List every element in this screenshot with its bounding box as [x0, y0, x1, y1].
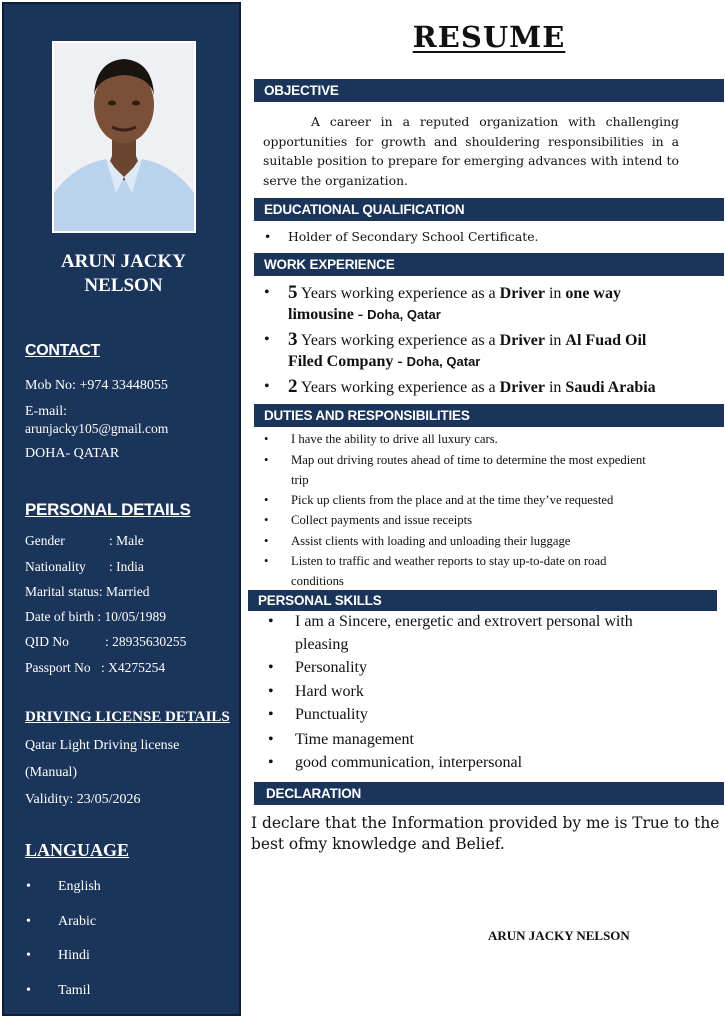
bullet-icon: • [26, 983, 31, 998]
work-place: Doha, Qatar [367, 307, 441, 322]
personal-key: Nationality [25, 559, 86, 574]
work-mid: in [544, 285, 566, 302]
language-name: English [58, 879, 101, 894]
personal-key: Date of birth [25, 609, 94, 624]
sidebar [2, 2, 241, 1016]
work-pre: Years working experience as a [297, 332, 500, 349]
skill-text: Personality [295, 659, 367, 676]
personal-row [25, 559, 144, 575]
email-label: E-mail: [25, 404, 67, 419]
work-company-2: limousine - [288, 306, 368, 323]
bullet-icon: • [268, 613, 274, 630]
skill-text: Punctuality [295, 706, 368, 723]
objective-text: A career in a reputed organization with challenging opportunities for growth and shouldering responsibilities in a suitable position to prepare for emerging advances with intend to serve the organization. [263, 114, 679, 188]
work-experience-heading: WORK EXPERIENCE [254, 253, 724, 276]
work-years: 3 [288, 329, 298, 350]
work-role: Driver [499, 332, 545, 349]
duty-text: conditions [291, 574, 344, 588]
personal-value: : India [109, 559, 144, 574]
bullet-icon: • [26, 879, 31, 894]
candidate-name [4, 250, 243, 298]
duty-text: Listen to traffic and weather reports to stay up-to-date on road [291, 554, 607, 568]
duty-text: Assist clients with loading and unloading their luggage [291, 534, 571, 548]
language-name: Arabic [58, 914, 97, 929]
language-heading: LANGUAGE [25, 840, 130, 860]
personal-value: : 28935630255 [105, 634, 187, 649]
duty-text: I have the ability to drive all luxury cars. [291, 432, 498, 446]
bullet-icon: • [264, 453, 269, 467]
work-pre: Years working experience as a [297, 285, 500, 302]
personal-value: : Male [109, 533, 144, 548]
bullet-icon: • [264, 493, 269, 507]
language-item [26, 948, 90, 964]
declaration-heading: DECLARATION [254, 782, 724, 805]
personal-key: Gender [25, 533, 65, 548]
bullet-icon: • [268, 754, 274, 771]
name-line-2: NELSON [84, 275, 163, 296]
education-text: Holder of Secondary School Certificate. [288, 229, 539, 244]
bullet-icon: • [268, 731, 274, 748]
license-line-2: (Manual) [25, 765, 78, 780]
profile-photo [52, 41, 196, 233]
skill-text: Hard work [295, 683, 364, 700]
bullet-icon: • [264, 554, 269, 568]
personal-key: QID No [25, 634, 69, 649]
objective-heading: OBJECTIVE [254, 79, 724, 102]
personal-key: Marital status [25, 584, 99, 599]
bullet-icon: • [264, 229, 272, 244]
person-photo-icon [54, 43, 194, 231]
bullet-icon: • [264, 432, 269, 446]
personal-row [25, 660, 165, 676]
skill-text: good communication, interpersonal [295, 754, 523, 771]
contact-heading: CONTACT [25, 342, 100, 359]
work-pre: Years working experience as a [297, 379, 500, 396]
work-years: 5 [288, 282, 298, 303]
bullet-icon: • [26, 948, 31, 963]
name-line-1: ARUN JACKY [60, 251, 187, 272]
personal-row [25, 634, 186, 650]
skill-text: I am a Sincere, energetic and extrovert personal with [295, 613, 633, 630]
signature-name: ARUN JACKY NELSON [488, 928, 630, 943]
resume-title: RESUME [412, 20, 566, 54]
personal-details-heading: PERSONAL DETAILS [25, 500, 191, 519]
mobile-number: Mob No: +974 33448055 [25, 378, 168, 393]
duty-text: trip [291, 473, 309, 487]
work-company: Saudi Arabia [565, 379, 656, 396]
language-item [26, 983, 90, 999]
bullet-icon: • [264, 534, 269, 548]
personal-value: : 10/05/1989 [97, 609, 166, 624]
work-mid: in [544, 379, 566, 396]
work-place: Doha, Qatar [406, 354, 481, 369]
email-address: arunjacky105@gmail.com [25, 421, 169, 436]
language-item [26, 879, 101, 895]
bullet-icon: • [268, 706, 274, 723]
duties-heading: DUTIES AND RESPONSIBILITIES [254, 404, 724, 427]
bullet-icon: • [268, 659, 274, 676]
work-mid: in [544, 332, 566, 349]
location: DOHA- QATAR [25, 446, 120, 461]
personal-row [25, 584, 149, 600]
work-company: one way [565, 285, 621, 302]
skill-text: pleasing [295, 636, 349, 653]
personal-row [25, 609, 166, 625]
personal-value: : X4275254 [101, 660, 166, 675]
personal-row [25, 533, 144, 549]
bullet-icon: • [264, 284, 270, 301]
work-role: Driver [499, 379, 545, 396]
language-name: Hindi [58, 948, 90, 963]
bullet-icon: • [26, 914, 31, 929]
bullet-icon: • [268, 683, 274, 700]
license-heading: DRIVING LICENSE DETAILS [25, 709, 230, 725]
bullet-icon: • [264, 331, 270, 348]
skill-text: Time management [295, 731, 414, 748]
duty-text: Pick up clients from the place and at the time they’ve requested [291, 493, 614, 507]
duty-text: Map out driving routes ahead of time to determine the most expedient [291, 453, 646, 467]
personal-value: : Married [98, 584, 150, 599]
bullet-icon: • [264, 378, 270, 395]
bullet-icon: • [264, 513, 269, 527]
work-years: 2 [288, 376, 298, 397]
work-company: Al Fuad Oil [565, 332, 647, 349]
personal-key: Passport No [25, 660, 91, 675]
license-validity: Validity: 23/05/2026 [25, 792, 141, 807]
education-heading: EDUCATIONAL QUALIFICATION [254, 198, 724, 221]
declaration-text: I declare that the Information provided by me is True to the best ofmy knowledge and Belief. [251, 814, 720, 853]
language-item [26, 914, 96, 930]
duty-text: Collect payments and issue receipts [291, 513, 473, 527]
work-company-2: Filed Company - [288, 353, 407, 370]
license-line-1: Qatar Light Driving license [25, 738, 180, 753]
language-name: Tamil [58, 983, 91, 998]
skills-heading: PERSONAL SKILLS [248, 590, 717, 611]
work-role: Driver [499, 285, 545, 302]
